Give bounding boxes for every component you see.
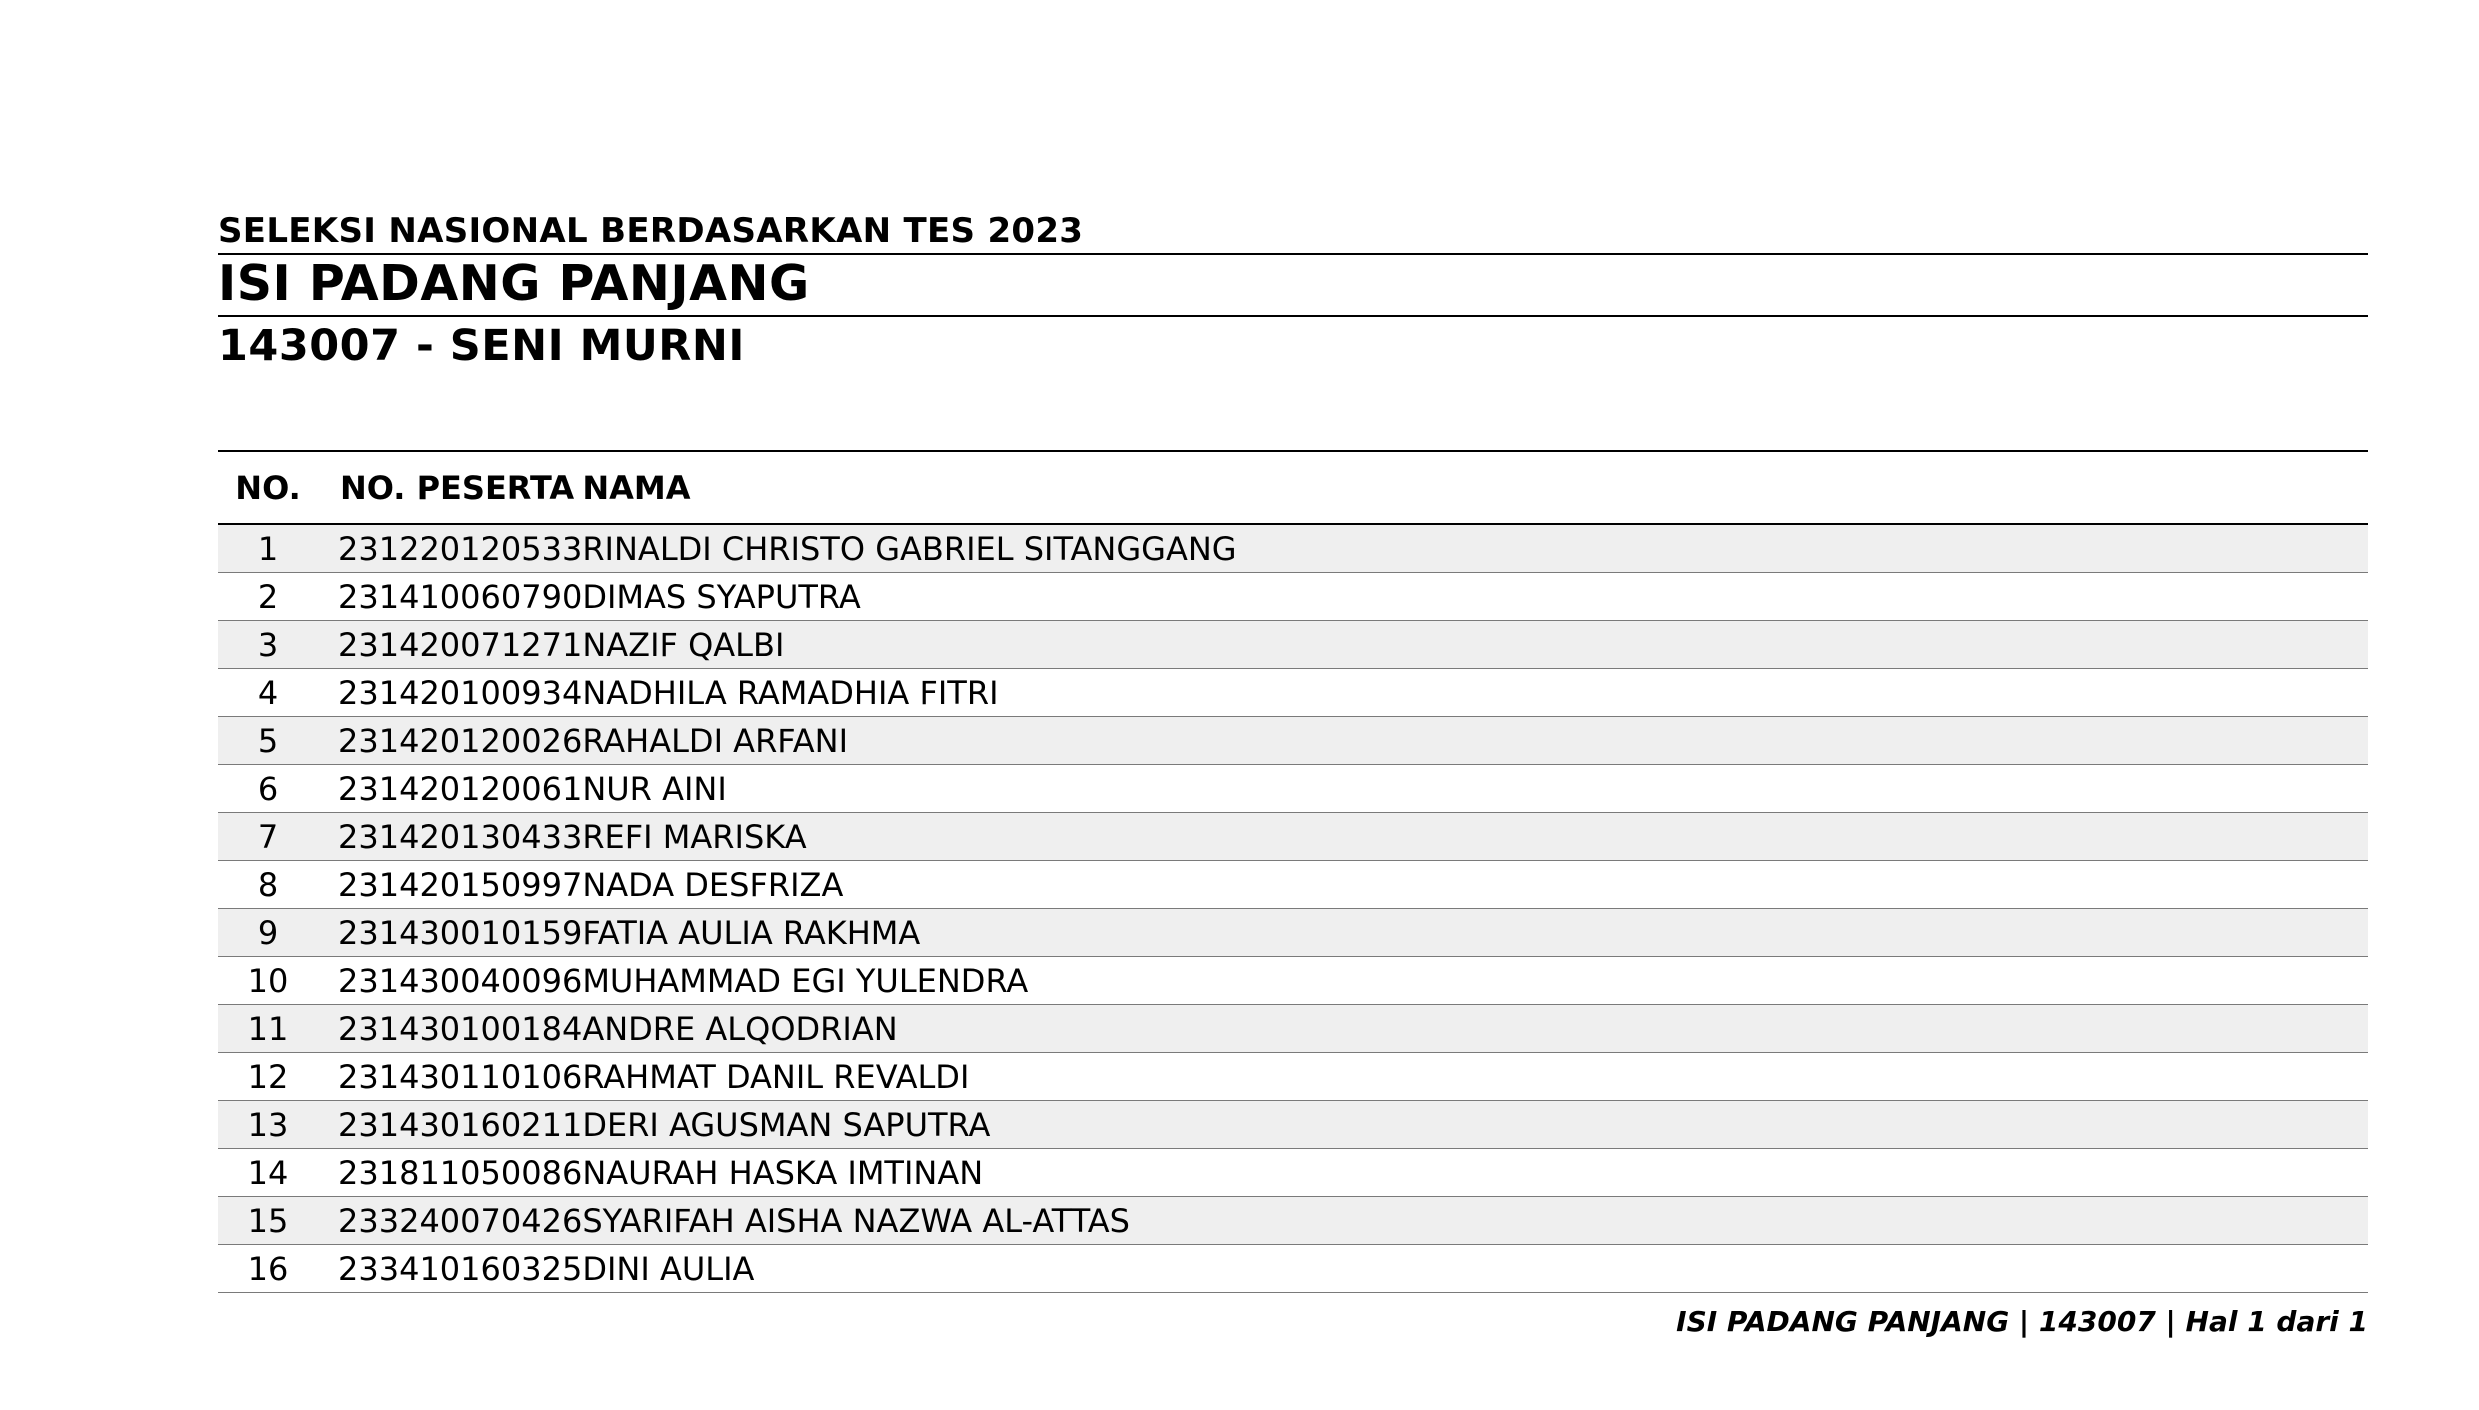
participant-number: 231410060790 — [318, 573, 582, 621]
participant-number: 231430100184 — [318, 1005, 582, 1053]
participant-name: DINI AULIA — [582, 1245, 2368, 1293]
row-number: 7 — [218, 813, 318, 861]
participant-number: 231220120533 — [318, 524, 582, 573]
participant-number: 233240070426 — [318, 1197, 582, 1245]
participant-name: RAHMAT DANIL REVALDI — [582, 1053, 2368, 1101]
participant-number: 231420120026 — [318, 717, 582, 765]
table-row — [218, 621, 2368, 669]
participant-name: NAZIF QALBI — [582, 621, 2368, 669]
participant-name: FATIA AULIA RAKHMA — [582, 909, 2368, 957]
participant-name: RINALDI CHRISTO GABRIEL SITANGGANG — [582, 524, 2368, 573]
row-number: 13 — [218, 1101, 318, 1149]
participant-name: DERI AGUSMAN SAPUTRA — [582, 1101, 2368, 1149]
row-number: 15 — [218, 1197, 318, 1245]
participant-name: SYARIFAH AISHA NAZWA AL-ATTAS — [582, 1197, 2368, 1245]
participant-number: 231430010159 — [318, 909, 582, 957]
table-row — [218, 957, 2368, 1005]
participant-name: NADHILA RAMADHIA FITRI — [582, 669, 2368, 717]
row-number: 11 — [218, 1005, 318, 1053]
participant-table — [218, 450, 2368, 1293]
column-header-nama: NAMA — [582, 451, 2368, 524]
document-page — [218, 205, 2368, 1338]
participant-name: MUHAMMAD EGI YULENDRA — [582, 957, 2368, 1005]
table-body — [218, 524, 2368, 1293]
program-title: 143007 - SENI MURNI — [218, 321, 745, 371]
participant-name: NUR AINI — [582, 765, 2368, 813]
row-number: 14 — [218, 1149, 318, 1197]
row-number: 9 — [218, 909, 318, 957]
table-row — [218, 717, 2368, 765]
table-row — [218, 813, 2368, 861]
table-row — [218, 861, 2368, 909]
row-number: 8 — [218, 861, 318, 909]
participant-name: NAURAH HASKA IMTINAN — [582, 1149, 2368, 1197]
participant-name: ANDRE ALQODRIAN — [582, 1005, 2368, 1053]
participant-number: 231420120061 — [318, 765, 582, 813]
table-row — [218, 909, 2368, 957]
participant-number: 231420150997 — [318, 861, 582, 909]
row-number: 2 — [218, 573, 318, 621]
table-row — [218, 1005, 2368, 1053]
table-row — [218, 573, 2368, 621]
table-row — [218, 1245, 2368, 1293]
table-row — [218, 765, 2368, 813]
participant-number: 233410160325 — [318, 1245, 582, 1293]
row-number: 10 — [218, 957, 318, 1005]
participant-name: RAHALDI ARFANI — [582, 717, 2368, 765]
column-header-peserta: NO. PESERTA — [318, 451, 582, 524]
row-number: 16 — [218, 1245, 318, 1293]
table-row — [218, 524, 2368, 573]
page-footer: ISI PADANG PANJANG | 143007 | Hal 1 dari 1 — [1676, 1305, 2368, 1338]
table-row — [218, 1197, 2368, 1245]
column-header-no: NO. — [218, 451, 318, 524]
row-number: 1 — [218, 524, 318, 573]
participant-number: 231430110106 — [318, 1053, 582, 1101]
participant-name: NADA DESFRIZA — [582, 861, 2368, 909]
participant-name: REFI MARISKA — [582, 813, 2368, 861]
table-row — [218, 1149, 2368, 1197]
table-row — [218, 1053, 2368, 1101]
table-header-row — [218, 451, 2368, 524]
row-number: 6 — [218, 765, 318, 813]
participant-name: DIMAS SYAPUTRA — [582, 573, 2368, 621]
participant-number: 231420100934 — [318, 669, 582, 717]
row-number: 4 — [218, 669, 318, 717]
participant-number: 231420130433 — [318, 813, 582, 861]
table-row — [218, 669, 2368, 717]
table-row — [218, 1101, 2368, 1149]
row-number: 12 — [218, 1053, 318, 1101]
participant-number: 231811050086 — [318, 1149, 582, 1197]
participant-number: 231430160211 — [318, 1101, 582, 1149]
row-number: 3 — [218, 621, 318, 669]
university-name: ISI PADANG PANJANG — [218, 255, 2368, 317]
selection-title: SELEKSI NASIONAL BERDASARKAN TES 2023 — [218, 205, 2368, 255]
row-number: 5 — [218, 717, 318, 765]
participant-number: 231420071271 — [318, 621, 582, 669]
participant-number: 231430040096 — [318, 957, 582, 1005]
